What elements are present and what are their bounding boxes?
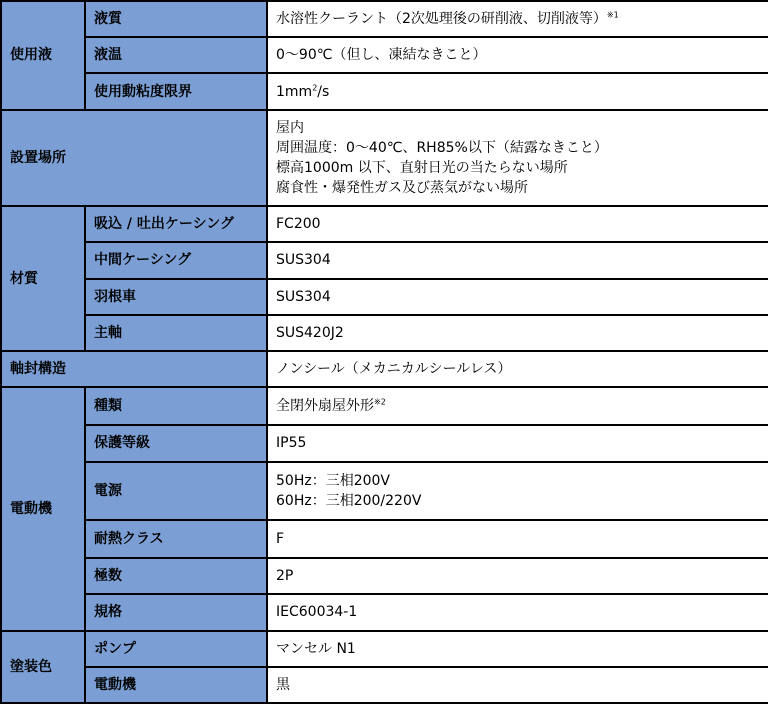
row-value-motor-type (267, 387, 768, 425)
category-material: 材質 (1, 206, 85, 351)
row-value-casing: FC200 (267, 206, 768, 242)
table-row (1, 558, 768, 594)
table-row (1, 206, 768, 242)
viscosity-unit: /s (317, 83, 330, 100)
table-row (1, 387, 768, 425)
table-row (1, 1, 768, 37)
power-line: 60Hz：三相200/220V (276, 492, 422, 509)
table-row (1, 279, 768, 315)
row-value-liquid-temp: 0～90℃（但し、凍結なきこと） (267, 37, 768, 73)
table-row (1, 315, 768, 351)
row-label-casing: 吸込 / 吐出ケーシング (85, 206, 267, 242)
row-value-paint-pump: マンセル N1 (267, 631, 768, 667)
category-seal: 軸封構造 (1, 351, 267, 387)
table-row (1, 73, 768, 109)
row-value-liquid-type (267, 1, 768, 37)
install-line: 標高1000m 以下、直射日光の当たらない場所 (276, 159, 568, 176)
table-row (1, 520, 768, 558)
row-value-protection: IP55 (267, 425, 768, 461)
viscosity-main: 1mm (276, 83, 313, 100)
table-row (1, 110, 768, 207)
row-value-install (267, 110, 768, 207)
liquid-type-text: 水溶性クーラント（2次処理後の研削液、切削液等） (276, 11, 607, 28)
table-row (1, 667, 768, 703)
install-line: 屋内 (276, 119, 304, 136)
row-label-insulation: 耐熱クラス (85, 520, 267, 558)
table-row (1, 37, 768, 73)
power-line: 50Hz：三相200V (276, 472, 390, 489)
category-paint: 塗装色 (1, 631, 85, 703)
table-row (1, 594, 768, 630)
row-value-middle-casing: SUS304 (267, 242, 768, 278)
row-value-viscosity (267, 73, 768, 109)
row-label-paint-pump: ポンプ (85, 631, 267, 667)
category-install: 設置場所 (1, 110, 267, 207)
row-label-impeller: 羽根車 (85, 279, 267, 315)
row-value-poles: 2P (267, 558, 768, 594)
row-label-shaft: 主軸 (85, 315, 267, 351)
table-row (1, 242, 768, 278)
table-row (1, 351, 768, 387)
table-row (1, 631, 768, 667)
row-label-paint-motor: 電動機 (85, 667, 267, 703)
row-label-protection: 保護等級 (85, 425, 267, 461)
row-value-seal: ノンシール（メカニカルシールレス） (267, 351, 768, 387)
row-value-paint-motor: 黒 (267, 667, 768, 703)
table-row (1, 462, 768, 520)
row-value-power (267, 462, 768, 520)
viscosity-exponent: 2 (312, 82, 318, 92)
row-label-middle-casing: 中間ケーシング (85, 242, 267, 278)
row-label-viscosity: 使用動粘度限界 (85, 73, 267, 109)
motor-type-text: 全閉外扇屋外形 (276, 398, 374, 415)
row-value-standard: IEC60034-1 (267, 594, 768, 630)
row-value-impeller: SUS304 (267, 279, 768, 315)
row-label-motor-type: 種類 (85, 387, 267, 425)
row-value-insulation: F (267, 520, 768, 558)
category-motor: 電動機 (1, 387, 85, 630)
note-marker-1: ※1 (606, 10, 619, 20)
table-row (1, 425, 768, 461)
row-label-poles: 極数 (85, 558, 267, 594)
note-marker-2: ※2 (374, 397, 386, 407)
install-line: 腐食性・爆発性ガス及び蒸気がない場所 (276, 179, 528, 196)
row-label-standard: 規格 (85, 594, 267, 630)
row-value-shaft: SUS420J2 (267, 315, 768, 351)
row-label-liquid-type: 液質 (85, 1, 267, 37)
install-line: 周囲温度：0～40℃、RH85%以下（結露なきこと） (276, 139, 608, 156)
category-usage: 使用液 (1, 1, 85, 110)
row-label-liquid-temp: 液温 (85, 37, 267, 73)
row-label-power: 電源 (85, 462, 267, 520)
